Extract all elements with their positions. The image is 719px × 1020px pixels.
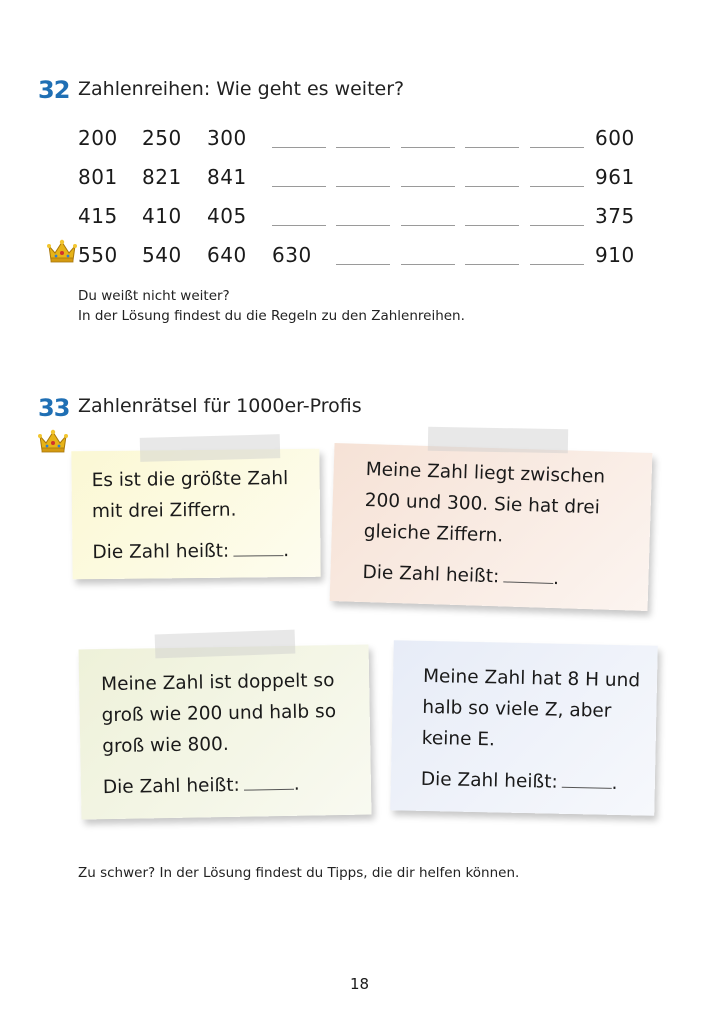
sticky-note: [330, 443, 653, 611]
given-number: 550: [78, 243, 118, 267]
last-number: 910: [595, 243, 635, 267]
answer-blank[interactable]: [336, 147, 390, 148]
crown-icon: [38, 428, 68, 454]
note-text: Meine Zahl hat 8 H und halb so viele Z, aber keine E.: [421, 665, 641, 751]
answer-blank[interactable]: [336, 186, 390, 187]
given-number: 410: [142, 204, 182, 228]
sticky-note: [390, 640, 658, 815]
hint-33: Zu schwer? In der Lösung findest du Tipps, die dir helfen können.: [78, 865, 520, 881]
given-number: 630: [272, 243, 312, 267]
answer-blank[interactable]: [465, 264, 519, 265]
sticky-note: [71, 449, 320, 580]
given-number: 300: [207, 126, 247, 150]
given-number: 250: [142, 126, 182, 150]
task-number-33: 33: [38, 394, 70, 422]
answer-blank[interactable]: [465, 147, 519, 148]
answer-blank[interactable]: [401, 264, 455, 265]
last-number: 375: [595, 204, 635, 228]
answer-blank[interactable]: [336, 264, 390, 265]
answer-line: Die Zahl heißt: .: [362, 561, 560, 590]
task-title-32: Zahlenreihen: Wie geht es weiter?: [78, 78, 405, 100]
crown-icon: [47, 238, 77, 264]
given-number: 801: [78, 165, 118, 189]
tape-strip: [155, 630, 296, 659]
given-number: 640: [207, 243, 247, 267]
hint-line: In der Lösung findest du die Regeln zu den Zahlenreihen.: [78, 308, 465, 324]
note-text: Meine Zahl ist doppelt so groß wie 200 und halb so groß wie 800.: [100, 670, 337, 758]
tape-strip: [140, 434, 281, 462]
answer-line: Die Zahl heißt: .: [103, 768, 358, 803]
answer-blank[interactable]: [272, 186, 326, 187]
note-text: Meine Zahl liegt zwischen 200 und 300. Sie hat drei gleiche Ziffern.: [363, 459, 606, 547]
answer-blank[interactable]: [530, 225, 584, 226]
given-number: 821: [142, 165, 182, 189]
last-number: 961: [595, 165, 635, 189]
hint-32: [78, 286, 465, 326]
answer-blank[interactable]: [503, 563, 554, 584]
page-number: 18: [349, 975, 370, 993]
sticky-note: [79, 644, 372, 819]
given-number: 415: [78, 204, 118, 228]
answer-blank[interactable]: [272, 225, 326, 226]
answer-blank[interactable]: [233, 537, 283, 557]
answer-blank[interactable]: [336, 225, 390, 226]
answer-blank[interactable]: [401, 186, 455, 187]
task-title-33: Zahlenrätsel für 1000er-Profis: [78, 395, 362, 417]
answer-blank[interactable]: [243, 771, 293, 791]
answer-blank[interactable]: [272, 147, 326, 148]
answer-blank[interactable]: [530, 147, 584, 148]
answer-blank[interactable]: [465, 186, 519, 187]
answer-blank[interactable]: [465, 225, 519, 226]
answer-blank[interactable]: [401, 225, 455, 226]
answer-blank[interactable]: [562, 769, 612, 789]
answer-label: Die Zahl heißt:: [92, 540, 230, 564]
given-number: 540: [142, 243, 182, 267]
answer-blank[interactable]: [401, 147, 455, 148]
answer-blank[interactable]: [530, 186, 584, 187]
answer-line: Die Zahl heißt: .: [92, 535, 306, 568]
given-number: 200: [78, 126, 118, 150]
given-number: 405: [207, 204, 247, 228]
answer-label: Die Zahl heißt:: [420, 768, 558, 793]
last-number: 600: [595, 126, 635, 150]
answer-line: Die Zahl heißt: .: [420, 768, 618, 794]
answer-label: Die Zahl heißt:: [362, 561, 500, 588]
answer-label: Die Zahl heißt:: [102, 774, 240, 799]
answer-blank[interactable]: [530, 264, 584, 265]
given-number: 841: [207, 165, 247, 189]
tape-strip: [428, 427, 568, 453]
task-number-32: 32: [38, 76, 70, 104]
hint-line: Du weißt nicht weiter?: [78, 288, 230, 304]
note-text: Es ist die größte Zahl mit drei Ziffern.: [91, 468, 289, 523]
